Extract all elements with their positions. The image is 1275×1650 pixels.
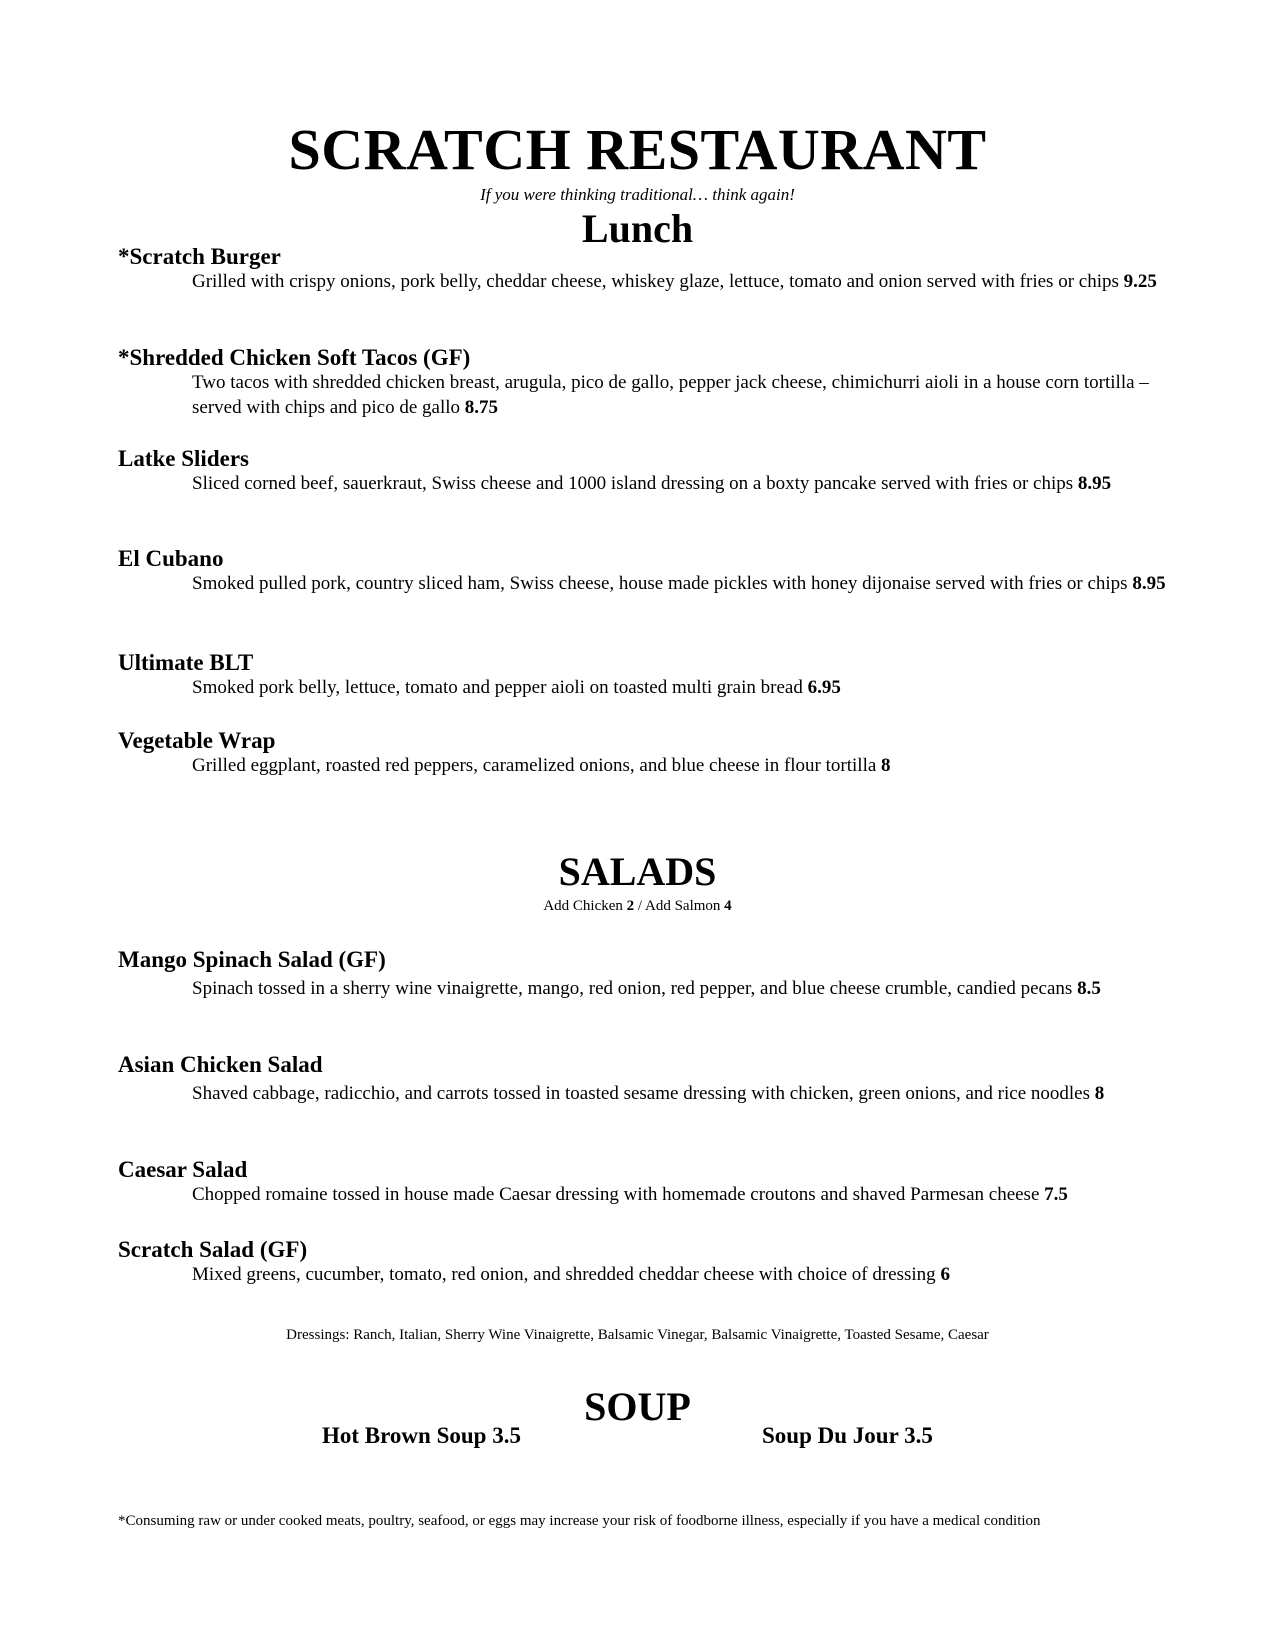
- description-text: Mixed greens, cucumber, tomato, red onion, and shredded cheddar cheese with choice of dressing: [192, 1264, 936, 1285]
- menu-item-shredded-chicken-tacos: [118, 345, 1178, 420]
- lunch-section-title: Lunch: [581, 206, 694, 251]
- description-text: Spinach tossed in a sherry wine vinaigrette, mango, red onion, red pepper, and blue cheese crumble, candied pecans: [192, 978, 1073, 999]
- item-price: 6: [940, 1264, 950, 1285]
- addon-separator: /: [637, 898, 643, 914]
- item-name: *Shredded Chicken Soft Tacos (GF): [118, 345, 471, 370]
- item-description: [192, 472, 1178, 497]
- item-description: [192, 270, 1178, 295]
- item-name: Ultimate BLT: [118, 650, 254, 675]
- soup-price: 3.5: [492, 1423, 521, 1448]
- add-chicken-label: Add Chicken: [543, 898, 623, 914]
- item-description: [192, 572, 1178, 597]
- item-price: 8: [1094, 1083, 1105, 1104]
- menu-item-latke-sliders: [118, 446, 1178, 497]
- description-text: Chopped romaine tossed in house made Caesar dressing with homemade croutons and shaved Parmesan cheese: [192, 1184, 1040, 1205]
- menu-item-caesar-salad: [118, 1157, 1178, 1208]
- salad-addons-note: [0, 897, 1275, 915]
- item-price: 8.75: [464, 396, 499, 418]
- menu-item-mango-spinach-salad: [118, 947, 1178, 1002]
- tagline: If you were thinking traditional… think again!: [480, 185, 795, 204]
- menu-item-asian-chicken-salad: [118, 1052, 1178, 1107]
- description-text: Shaved cabbage, radicchio, and carrots tossed in toasted sesame dressing with chicken, green onions, and rice noodles: [192, 1083, 1091, 1104]
- item-price: 8: [881, 755, 891, 776]
- soup-name: Soup Du Jour: [762, 1423, 899, 1448]
- item-description: [192, 676, 1178, 701]
- item-name: *Scratch Burger: [118, 244, 281, 269]
- soup-item-du-jour: [762, 1423, 933, 1449]
- item-name: Latke Sliders: [118, 446, 249, 471]
- item-description: [192, 977, 1178, 1002]
- item-price: 8.95: [1077, 473, 1112, 494]
- item-description: [192, 1082, 1178, 1107]
- item-name: Asian Chicken Salad: [118, 1052, 323, 1077]
- soup-section-title: SOUP: [584, 1384, 691, 1429]
- soup-item-hot-brown: [322, 1423, 521, 1449]
- add-salmon-price: 4: [724, 898, 732, 914]
- soup-price: 3.5: [904, 1423, 933, 1448]
- add-salmon-label: Add Salmon: [645, 898, 721, 914]
- description-text: Two tacos with shredded chicken breast, arugula, pico de gallo, pepper jack cheese, chimichurri aioli in a house corn tortilla – served with chips and pico de gallo: [192, 372, 1149, 418]
- item-description: [192, 754, 1178, 779]
- item-price: 8.5: [1077, 978, 1101, 999]
- description-text: Grilled eggplant, roasted red peppers, caramelized onions, and blue cheese in flour tortilla: [192, 755, 877, 776]
- item-description: [192, 371, 1178, 420]
- description-text: Smoked pork belly, lettuce, tomato and pepper aioli on toasted multi grain bread: [192, 677, 803, 698]
- item-price: 9.25: [1123, 271, 1157, 292]
- dressings-list: Dressings: Ranch, Italian, Sherry Wine Vinaigrette, Balsamic Vinegar, Balsamic Vinaigrette, Toasted Sesame, Caesar: [286, 1327, 989, 1343]
- item-price: 6.95: [807, 677, 841, 698]
- menu-item-vegetable-wrap: [118, 728, 1178, 779]
- menu-item-scratch-burger: [118, 244, 1178, 295]
- salads-section-title: SALADS: [558, 849, 717, 894]
- item-description: [192, 1263, 1178, 1288]
- item-price: 7.5: [1044, 1184, 1068, 1205]
- description-text: Grilled with crispy onions, pork belly, cheddar cheese, whiskey glaze, lettuce, tomato and onion served with fries or chips: [192, 271, 1119, 292]
- item-name: El Cubano: [118, 546, 224, 571]
- add-chicken-price: 2: [626, 898, 635, 914]
- menu-item-ultimate-blt: [118, 650, 1178, 701]
- item-description: [192, 1183, 1178, 1208]
- foodborne-illness-disclaimer: *Consuming raw or under cooked meats, poultry, seafood, or eggs may increase your risk of foodborne illness, especially if you have a medical condition: [118, 1513, 1041, 1529]
- description-text: Sliced corned beef, sauerkraut, Swiss cheese and 1000 island dressing on a boxty pancake served with fries or chips: [192, 473, 1074, 494]
- menu-item-scratch-salad: [118, 1237, 1178, 1288]
- item-name: Mango Spinach Salad (GF): [118, 947, 386, 972]
- item-name: Scratch Salad (GF): [118, 1237, 308, 1262]
- item-name: Caesar Salad: [118, 1157, 248, 1182]
- menu-item-el-cubano: [118, 546, 1178, 597]
- item-price: 8.95: [1132, 573, 1166, 594]
- restaurant-title: SCRATCH RESTAURANT: [288, 117, 987, 182]
- soup-name: Hot Brown Soup: [322, 1423, 487, 1448]
- description-text: Smoked pulled pork, country sliced ham, Swiss cheese, house made pickles with honey dijonaise served with fries or chips: [192, 573, 1128, 594]
- item-name: Vegetable Wrap: [118, 728, 276, 753]
